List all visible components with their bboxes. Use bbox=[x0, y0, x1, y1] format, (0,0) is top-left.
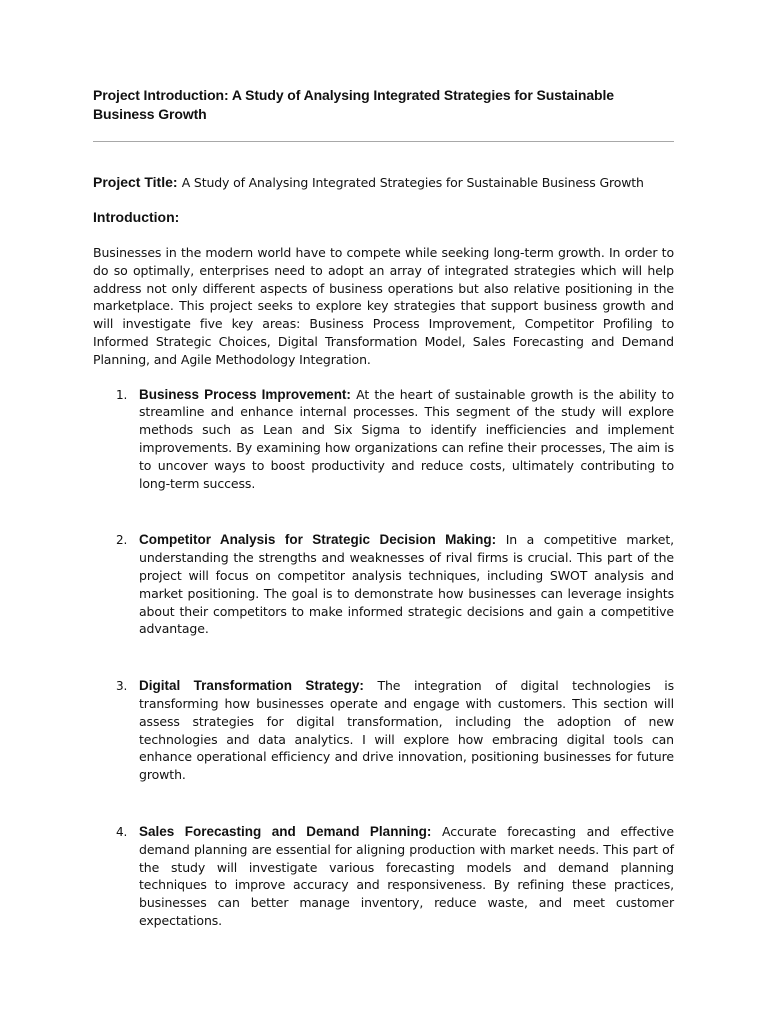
list-item-text: At the heart of sustainable growth is the ability to streamline and enhance internal processes. This segment of the study will explore methods such as Lean and Six Sigma to identify inefficiencies and implement improvements. By examining how organizations can refine their processes, The aim is to uncover ways to boost productivity and reduce costs, ultimately contributing to long-term success. bbox=[139, 386, 675, 491]
project-title-value: A Study of Analysing Integrated Strategies for Sustainable Business Growth bbox=[181, 175, 644, 190]
list-item-number: 4. bbox=[116, 824, 128, 839]
list-item-title: Business Process Improvement: bbox=[139, 386, 351, 402]
list-item-title: Digital Transformation Strategy: bbox=[139, 678, 364, 694]
list-item-number: 3. bbox=[116, 679, 128, 694]
document-heading: Project Introduction: A Study of Analysing Integrated Strategies for Sustainable Business Growth bbox=[93, 87, 614, 122]
list-item-title: Competitor Analysis for Strategic Decision Making: bbox=[139, 532, 497, 548]
list-item-number: 1. bbox=[116, 387, 128, 402]
list-item bbox=[93, 677, 674, 784]
list-item bbox=[93, 823, 674, 930]
list-item-text: The integration of digital technologies is transforming how businesses operate and engage with customers. This section will assess strategies for digital transformation, including the adoption of new technologies and data analytics. I will explore how embracing digital tools can enhance operational efficiency and drive innovation, positioning businesses for future growth. bbox=[139, 678, 674, 783]
list-item-number: 2. bbox=[116, 533, 128, 548]
list-item-text: In a competitive market, understanding the strengths and weaknesses of rival firms is crucial. This part of the project will focus on competitor analysis techniques, including SWOT analysis and market positioning. The goal is to demonstrate how businesses can leverage insights about their competitors to make informed strategic decisions and gain a competitive advantage. bbox=[139, 532, 675, 637]
list-item-title: Sales Forecasting and Demand Planning: bbox=[139, 823, 432, 839]
introduction-heading: Introduction: bbox=[93, 209, 180, 225]
heading-divider bbox=[93, 141, 674, 142]
document-page bbox=[93, 86, 674, 930]
list-item bbox=[93, 531, 674, 638]
project-title-label: Project Title: bbox=[93, 174, 178, 190]
list-item-text: Accurate forecasting and effective demand planning are essential for aligning production with market needs. This part of the study will investigate various forecasting models and demand planning techniques to improve accuracy and responsiveness. By refining these practices, businesses can better manage inventory, reduce waste, and meet customer expectations. bbox=[139, 823, 675, 928]
key-areas-list bbox=[93, 386, 674, 930]
project-title-line bbox=[93, 173, 674, 193]
introduction-paragraph: Businesses in the modern world have to compete while seeking long-term growth. In order to do so optimally, enterprises need to adopt an array of integrated strategies which will help address not only different aspects of business operations but also relative positioning in the marketplace. This project seeks to explore key strategies that support business growth and will investigate five key areas: Business Process Improvement, Competitor Profiling to Informed Strategic Choices, Digital Transformation Model, Sales Forecasting and Demand Planning, and Agile Methodology Integration. bbox=[93, 245, 674, 367]
list-item bbox=[93, 386, 674, 493]
